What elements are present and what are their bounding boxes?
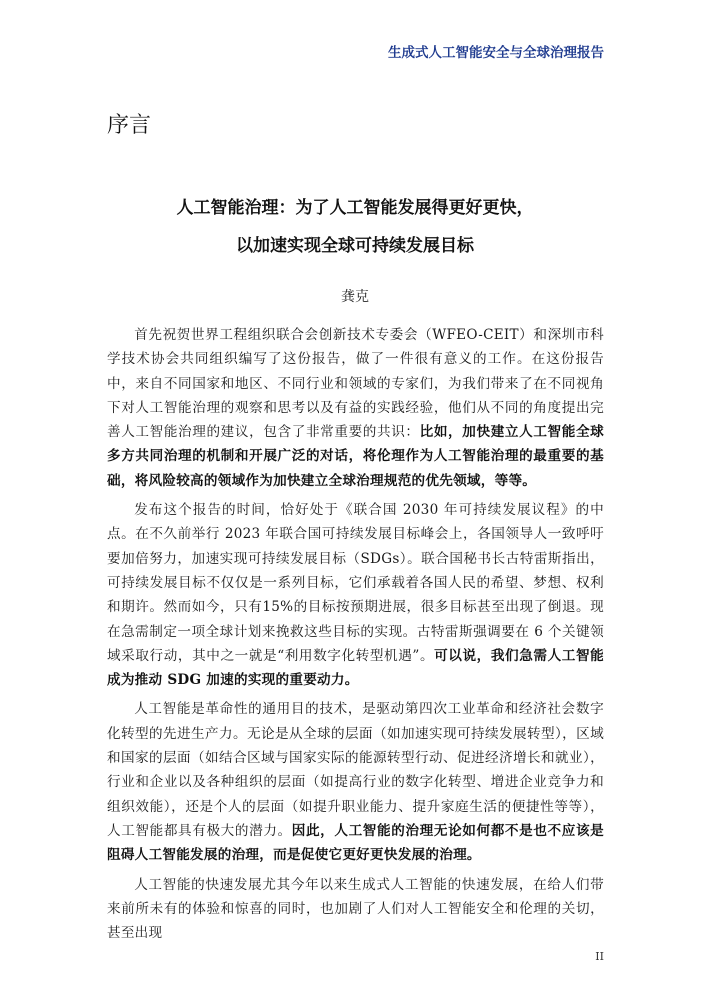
author-name: 龚克 <box>341 289 369 305</box>
paragraph-1-text: 首先祝贺世界工程组织联合会创新技术专委会（WFEO-CEIT）和深圳市科学技术协会共同组织编写了这份报告，做了一件很有意义的工作。在这份报告中，来自不同国家和地区、不同行业和领域的专家们，为我们带来了在不同视角下对人工智能治理的观察和思考以及有益的实践经验，他们从不同的角度提出完善人工智能治理的建议，包含了非常重要的共识： <box>107 327 604 441</box>
article-title-line-1: 人工智能治理：为了人工智能发展得更好更快， <box>176 198 534 218</box>
body-text <box>107 323 604 945</box>
page-number: II <box>595 950 604 963</box>
article-title-line-2: 以加速实现全球可持续发展目标 <box>236 236 474 256</box>
running-header: 生成式人工智能安全与全球治理报告 <box>388 45 604 61</box>
paragraph-3-emphasis: 因此，人工智能的治理无论如何都不是也不应该是阻碍人工智能发展的治理，而是促使它更好更快发展的治理。 <box>107 822 605 864</box>
paragraph-4-text: 人工智能的快速发展尤其今年以来生成式人工智能的快速发展，在给人们带来前所未有的体验和惊喜的同时，也加剧了人们对人工智能安全和伦理的关切，甚至出现 <box>107 876 604 942</box>
paragraph-4 <box>107 873 604 946</box>
paragraph-2-emphasis: 可以说，我们急需人工智能成为推动 SDG 加速的实现的重要动力。 <box>107 647 604 689</box>
paragraph-3-text: 人工智能是革命性的通用目的技术，是驱动第四次工业革命和经济社会数字化转型的先进生产力。无论是从全球的层面（如加速实现可持续发展转型），区域和国家的层面（如结合区域与国家实际的能源转型行动、促进经济增长和就业），行业和企业以及各种组织的层面（如提高行业的数字化转型、增进企业竞争力和组织效能），还是个人的层面（如提升职业能力、提升家庭生活的便捷性等等），人工智能都具有极大的潜力。 <box>107 701 604 839</box>
paragraph-2 <box>107 498 604 692</box>
paragraph-1 <box>107 323 604 493</box>
paragraph-2-text: 发布这个报告的时间，恰好处于《联合国 2030 年可持续发展议程》的中点。在不久前举行 2023 年联合国可持续发展目标峰会上，各国领导人一致呼吁要加倍努力，加速实现可持续发展目标（SDGs）。联合国秘书长古特雷斯指出，可持续发展目标不仅仅是一系列目标，它们承载着各国人民的希望、梦想、权利和期许。然而如今，只有15%的目标按预期进展，很多目标甚至出现了倒退。现在急需制定一项全球计划来挽救这些目标的实现。古特雷斯强调要在 6 个关键领域采取行动，其中之一就是“利用数字化转型机遇”。 <box>107 502 604 664</box>
section-title: 序言 <box>107 113 152 138</box>
paragraph-3 <box>107 697 604 867</box>
paragraph-1-emphasis: 比如，加快建立人工智能全球多方共同治理的机制和开展广泛的对话，将伦理作为人工智能治理的最重要的基础，将风险较高的领域作为加快建立全球治理规范的优先领域，等等。 <box>107 424 605 489</box>
